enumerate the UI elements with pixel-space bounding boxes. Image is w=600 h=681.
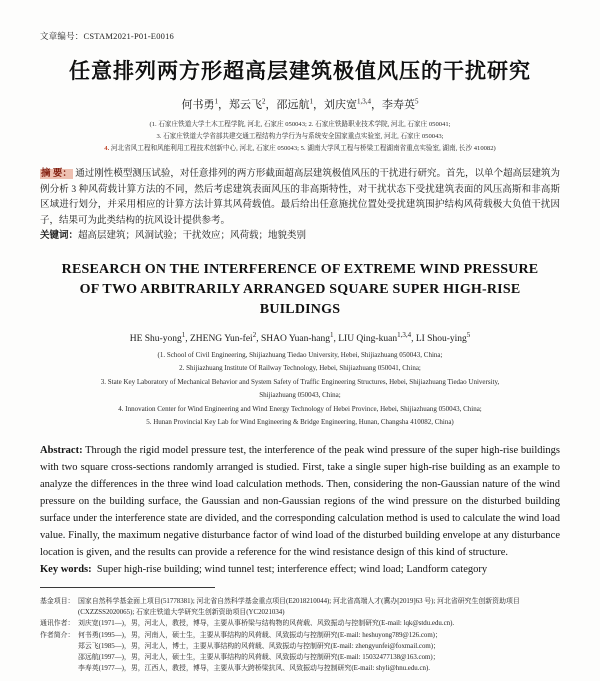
author-affiliation-sup: 1 bbox=[181, 330, 186, 339]
english-title bbox=[40, 260, 560, 320]
funding-text: 国家自然科学基金面上项目(51778381); 河北省自然科学基金重点项目(E2018210044); 河北省高端人才(冀办[2019]63 号); 河北省研究生创新资助项目(CXZZSS2020065); 石家庄铁道大学研究生创新资助项目(YC2021034) bbox=[78, 597, 520, 616]
corresponding-author-note bbox=[40, 618, 560, 629]
author-name: 邵远航 bbox=[276, 99, 310, 111]
chinese-abstract-text: 通过刚性模型测压试验，对任意排列的两方形截面超高层建筑极值风压的干扰进行研究。首先，以单个超高层建筑为例分析 3 种风荷载计算方法的不同，然后考虑建筑表面风压的非高斯特性，对干扰状态下受扰建筑表面的风压高斯和非高斯区域进行划分，并采用相应的计算方法计算其风荷载值。最后给出任意施扰位置处受扰建筑围护结构风荷载极大负值干扰因子，结果可为此类结构的抗风设计提供参考。 bbox=[40, 169, 560, 226]
affiliation-line: (1. 石家庄铁道大学土木工程学院, 河北, 石家庄 050043; 2. 石家庄铁路职业技术学院, 河北, 石家庄 050041; bbox=[149, 121, 451, 128]
author-affiliation-sup: 1,3,4 bbox=[357, 97, 371, 106]
footnote-block bbox=[40, 596, 560, 675]
article-number-value: CSTAM2021-P01-E0016 bbox=[83, 31, 175, 41]
affiliation-line: 2. Shijiazhuang Institute Of Railway Technology, Hebei, Shijiazhuang 050041, China; bbox=[179, 364, 421, 373]
author-separator: , bbox=[333, 333, 339, 344]
footnote-divider bbox=[40, 587, 215, 588]
chinese-keywords bbox=[40, 229, 560, 245]
author-name: 何书勇 bbox=[181, 99, 215, 111]
author-bio-label: 作者简介： bbox=[40, 631, 75, 639]
english-abstract bbox=[40, 442, 560, 561]
affiliation-line: (1. School of Civil Engineering, Shijiazhuang Tiedao University, Hebei, Shijiazhuang 050043, China; bbox=[157, 350, 443, 359]
author-affiliation-sup: 2 bbox=[262, 97, 266, 106]
author-name: LI Shou-ying bbox=[415, 333, 467, 344]
chinese-author bbox=[324, 99, 382, 111]
english-keywords bbox=[40, 561, 560, 578]
corresponding-author-label: 通讯作者： bbox=[40, 620, 75, 628]
chinese-keywords-label: 关键词： bbox=[40, 231, 79, 241]
chinese-title: 任意排列两方形超高层建筑极值风压的干扰研究 bbox=[69, 59, 531, 83]
author-bio-note bbox=[40, 630, 560, 675]
english-abstract-label: Abstract: bbox=[40, 444, 83, 456]
author-name: 郑云飞 bbox=[229, 99, 262, 111]
author-affiliation-sup: 1 bbox=[329, 330, 334, 339]
author-name: SHAO Yuan-hang bbox=[260, 333, 330, 344]
author-separator: ， bbox=[265, 99, 277, 111]
author-bio-line: 何书勇(1995—)，男，河南人，硕士生，主要从事结构的风荷载、风致振动与控制研究(E-mail: heshuyong789@126.com)； bbox=[78, 631, 442, 639]
author-bio-line: 邵远航(1997—)，男，河北人，硕士生，主要从事结构的风荷载、风致振动与控制研究(E-mail: 15032477138@163.com)； bbox=[78, 654, 440, 662]
chinese-author bbox=[182, 99, 230, 111]
author-bio-line: 李寿英(1977—)，男，江西人，教授，博导，主要从事大跨桥梁抗风、风致振动与控制研究(E-mail: shyli@hnu.edu.cn). bbox=[78, 665, 431, 673]
chinese-abstract-label: 摘 要： bbox=[41, 169, 72, 179]
chinese-author bbox=[277, 99, 325, 111]
affiliation-line: 3. 石家庄铁道大学省部共建交通工程结构力学行为与系统安全国家重点实验室, 河北, 石家庄 050043; bbox=[156, 133, 444, 140]
author-affiliation-sup: 2 bbox=[252, 330, 257, 339]
author-name: HE Shu-yong bbox=[129, 333, 182, 344]
author-separator: , bbox=[256, 333, 261, 344]
english-title-line: BUILDINGS bbox=[259, 301, 341, 317]
chinese-affiliations bbox=[40, 119, 560, 155]
chinese-author bbox=[229, 99, 277, 111]
author-separator: , bbox=[411, 333, 416, 344]
english-author bbox=[260, 330, 339, 344]
funding-label: 基金项目： bbox=[40, 597, 75, 605]
english-author bbox=[415, 330, 471, 344]
author-affiliation-sup: 5 bbox=[415, 97, 419, 106]
corresponding-author-text: 刘庆宽(1971—)，男，河北人，教授，博导，主要从事桥梁与结构物的风荷载、风致振动与控制研究(E-mail: lqk@stdu.edu.cn). bbox=[78, 620, 455, 628]
affiliation-text: 河北省风工程和风能利用工程技术创新中心, 河北, 石家庄 050043; 5. 湖南大学风工程与桥梁工程湖南省重点实验室, 湖南, 长沙 410082) bbox=[109, 145, 496, 152]
chinese-keywords-text: 超高层建筑；风洞试验；干扰效应；风荷载；地貌类别 bbox=[78, 231, 307, 241]
affiliation-marker: 4. bbox=[104, 145, 110, 152]
author-separator: ， bbox=[218, 99, 229, 111]
author-affiliation-sup: 1,3,4 bbox=[397, 330, 412, 339]
english-title-line: OF TWO ARBITRARILY ARRANGED SQUARE SUPER HIGH-RISE bbox=[79, 281, 521, 297]
author-name: 刘庆宽 bbox=[324, 99, 357, 111]
author-name: LIU Qing-kuan bbox=[338, 333, 398, 344]
funding-note bbox=[40, 596, 560, 619]
author-affiliation-sup: 1 bbox=[309, 97, 313, 106]
chinese-author-list bbox=[40, 96, 560, 112]
affiliation-line: 4. Innovation Center for Wind Engineering and Wind Energy Technology of Hebei Province, Hebei, Shijiazhuang 050043, China; bbox=[118, 404, 482, 413]
affiliation-line: 5. Hunan Provincial Key Lab for Wind Engineering & Bridge Engineering, Hunan, Changsha 410082, China) bbox=[146, 418, 454, 427]
chinese-author bbox=[382, 99, 419, 111]
author-bio-line: 郑云飞(1985—)，男，河北人，博士，主要从事结构的风荷载、风致振动与控制研究(E-mail: zhengyunfei@foxmail.com)； bbox=[78, 642, 440, 650]
article-number-line bbox=[40, 30, 560, 42]
english-author-list bbox=[40, 331, 560, 344]
author-affiliation-sup: 5 bbox=[466, 330, 471, 339]
english-keywords-text: Super high-rise building; wind tunnel test; interference effect; wind load; Landform category bbox=[96, 563, 488, 575]
english-author bbox=[189, 330, 261, 344]
affiliation-line: Shijiazhuang 050043, China; bbox=[259, 391, 341, 400]
english-affiliations bbox=[40, 349, 560, 430]
english-author bbox=[129, 330, 190, 344]
english-keywords-label: Key words: bbox=[40, 563, 92, 575]
author-name: ZHENG Yun-fei bbox=[189, 333, 253, 344]
affiliation-line: 3. State Key Laboratory of Mechanical Behavior and System Safety of Traffic Engineering Structures, Hebei, Shijiazhuang Tiedao University, bbox=[100, 377, 500, 386]
article-number-label: 文章编号： bbox=[40, 31, 84, 41]
english-author bbox=[338, 330, 416, 344]
english-title-line: RESEARCH ON THE INTERFERENCE OF EXTREME WIND PRESSURE bbox=[61, 261, 539, 277]
english-abstract-text: Through the rigid model pressure test, the interference of the peak wind pressure of the super high-rise buildings with two square cross-sections randomly arranged is studied. First, take a single super high-rise building as an example to analyze the differences in the three wind load calculation methods. Then, considering the non-Gaussian nature of the wind pressure on the building surface, the Gaussian and non-Gaussian regions of the wind pressure on the disturbed building surface under the interference state are divided, and the corresponding calculation method is used to calculate the wind load value. Finally, the maximum negative disturbance factor of wind load of the disturbed building envelope at any disturbance location is given, and the results can provide a reference for the wind resistance design of this kind of structure. bbox=[40, 444, 561, 558]
author-separator: , bbox=[185, 333, 190, 344]
affiliation-line bbox=[40, 143, 560, 155]
author-name: 李寿英 bbox=[382, 99, 415, 111]
author-affiliation-sup: 1 bbox=[214, 97, 218, 106]
author-separator: ， bbox=[371, 99, 382, 111]
chinese-abstract bbox=[40, 167, 560, 229]
author-separator: ， bbox=[313, 99, 324, 111]
